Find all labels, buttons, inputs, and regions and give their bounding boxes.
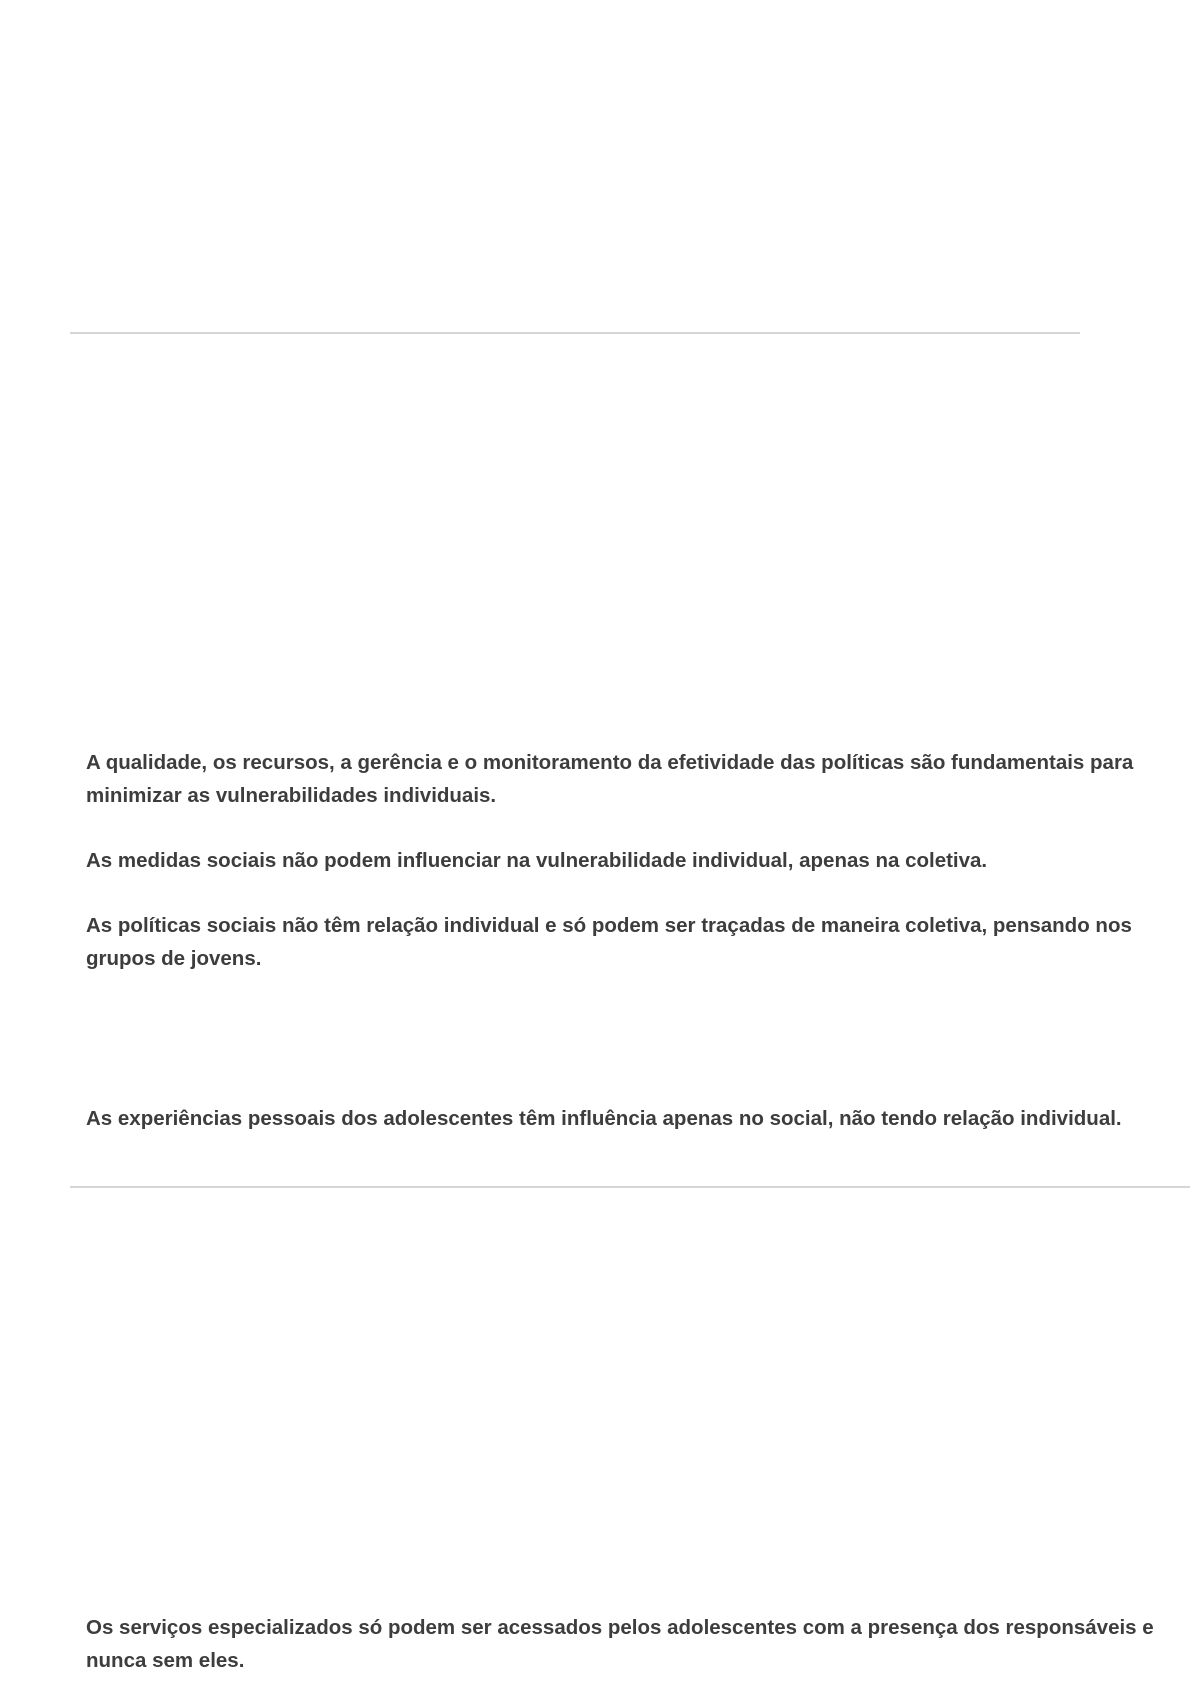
answer-option[interactable]: A qualidade, os recursos, a gerência e o monitoramento da efetividade das políticas são fundamentais para minimizar as vulnerabilidades individuais.: [86, 751, 1134, 807]
section-divider: [70, 332, 1080, 334]
section-divider: [70, 1186, 1190, 1188]
answer-option[interactable]: As políticas sociais não têm relação individual e só podem ser traçadas de maneira coletiva, pensando nos grupos de jovens.: [86, 914, 1132, 970]
answer-option[interactable]: As medidas sociais não podem influenciar na vulnerabilidade individual, apenas na coletiva.: [86, 849, 988, 872]
answer-option[interactable]: Os serviços especializados só podem ser acessados pelos adolescentes com a presença dos responsáveis e nunca sem eles.: [86, 1616, 1154, 1672]
answer-option[interactable]: As experiências pessoais dos adolescentes têm influência apenas no social, não tendo relação individual.: [86, 1107, 1122, 1130]
